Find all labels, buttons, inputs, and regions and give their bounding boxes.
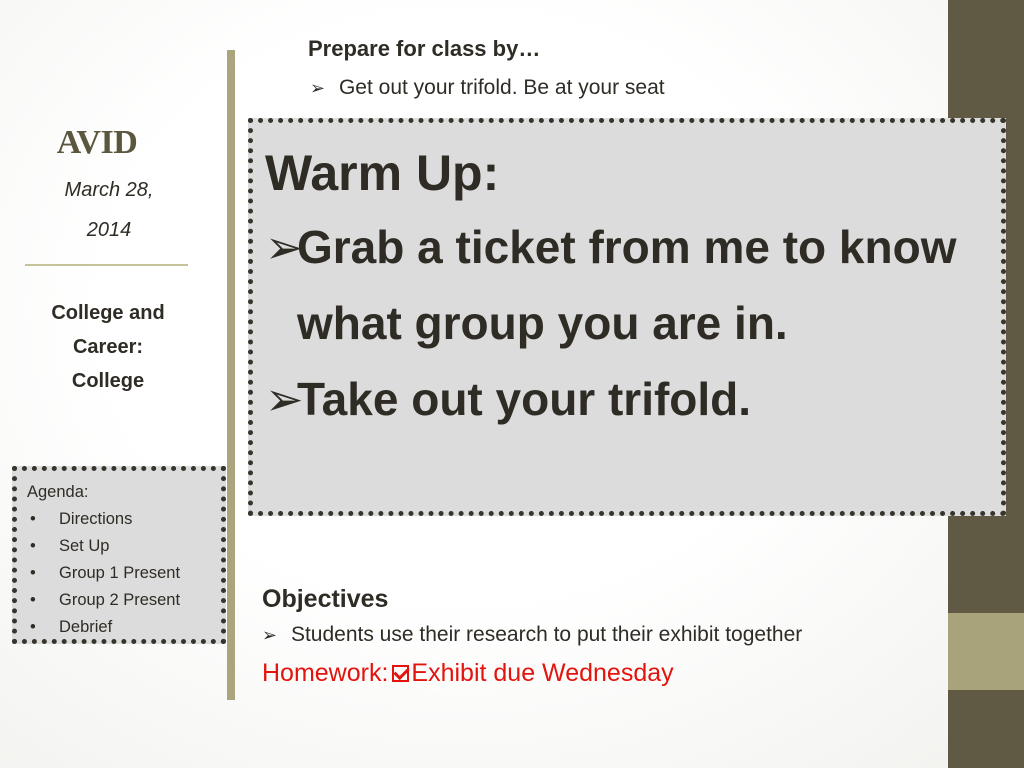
warmup-title: Warm Up: xyxy=(265,145,500,201)
warmup-box xyxy=(248,118,1006,516)
vertical-divider xyxy=(227,50,235,700)
agenda-item: • Group 2 Present xyxy=(27,587,211,614)
topic-line-2: Career: xyxy=(72,336,144,358)
topic-line-1: College and xyxy=(51,302,165,324)
topic-line-3: College xyxy=(71,370,145,392)
homework-line xyxy=(262,659,674,688)
arrow-bullet-icon: ➢ xyxy=(310,78,325,98)
horizontal-divider xyxy=(25,264,188,266)
agenda-title: Agenda: xyxy=(27,483,89,501)
objectives-item xyxy=(262,623,802,647)
arrow-bullet-icon: ➢ xyxy=(265,221,304,273)
agenda-list xyxy=(27,506,211,641)
prepare-item-text: Get out your trifold. Be at your seat xyxy=(338,76,665,99)
homework-text: Exhibit due Wednesday xyxy=(411,659,674,687)
arrow-bullet-icon: ➢ xyxy=(262,625,277,645)
date-line-1: March 28, xyxy=(64,179,154,201)
objectives-heading: Objectives xyxy=(262,585,389,613)
right-accent-block xyxy=(948,613,1024,690)
date-line-2: 2014 xyxy=(86,219,132,241)
warmup-item-text: Take out your trifold. xyxy=(297,373,752,425)
slide-title: AVID xyxy=(56,124,138,161)
warmup-item xyxy=(265,361,987,437)
warmup-item xyxy=(265,209,987,361)
topic-heading xyxy=(18,296,198,398)
agenda-item: • Set Up xyxy=(27,533,211,560)
agenda-item: • Directions xyxy=(27,506,211,533)
agenda-box xyxy=(12,466,226,644)
objectives-item-text: Students use their research to put their exhibit together xyxy=(290,623,803,646)
homework-label: Homework: xyxy=(262,659,389,687)
arrow-bullet-icon: ➢ xyxy=(265,373,304,425)
agenda-item: • Debrief xyxy=(27,614,211,641)
prepare-heading: Prepare for class by… xyxy=(308,36,541,61)
warmup-item-text: Grab a ticket from me to know what group you are in. xyxy=(297,221,957,349)
prepare-item xyxy=(310,76,665,100)
agenda-item: • Group 1 Present xyxy=(27,560,211,587)
checkbox-checked-icon xyxy=(392,665,409,682)
slide-date xyxy=(34,170,184,250)
